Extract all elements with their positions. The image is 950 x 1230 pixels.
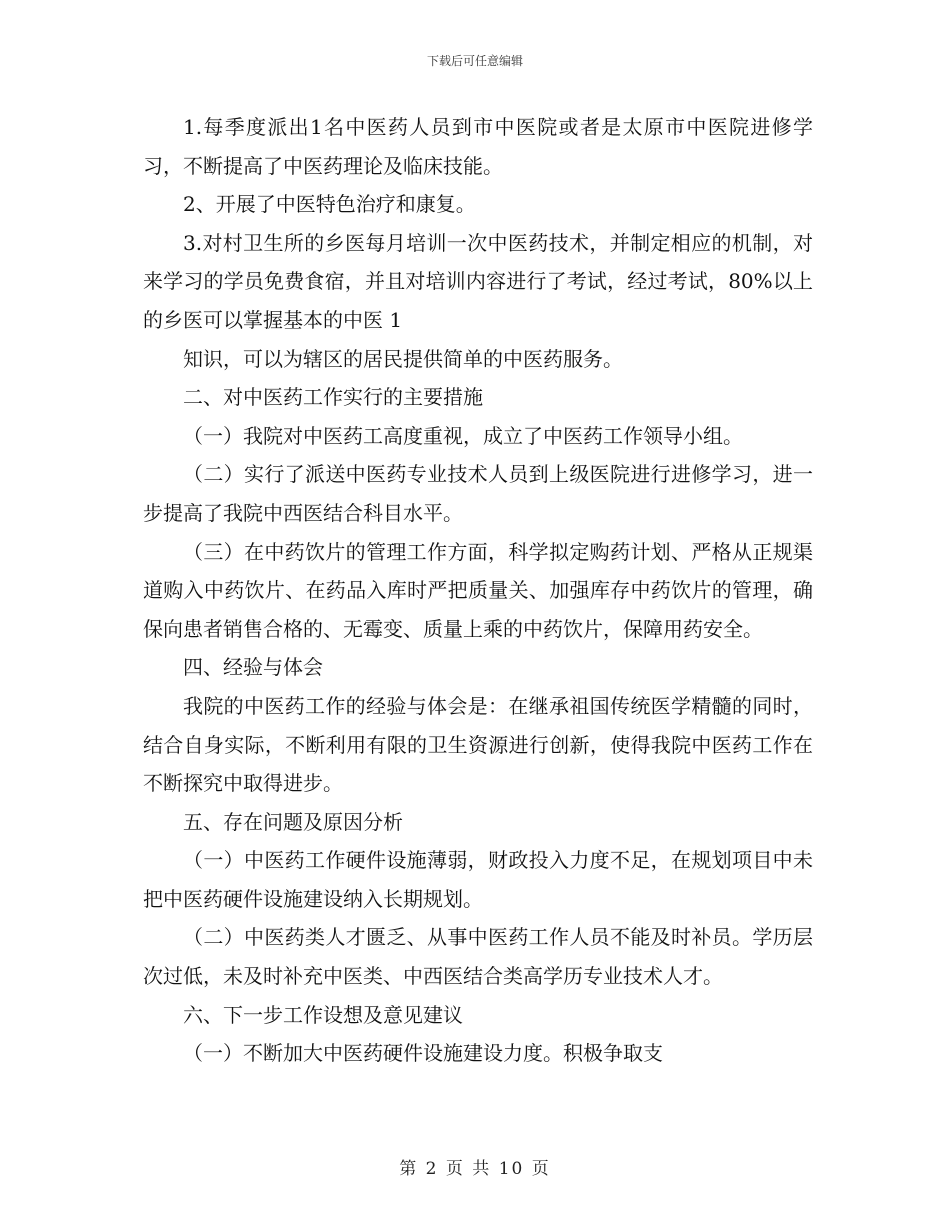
section-heading: 四、经验与体会	[183, 655, 323, 680]
paragraph: 1.每季度派出1名中医药人员到市中医院或者是太原市中医院进修学习，不断提高了中医药理论及临床技能。	[143, 115, 813, 178]
paragraph: 知识，可以为辖区的居民提供简单的中医药服务。	[183, 346, 623, 371]
paragraph: （二）实行了派送中医药专业技术人员到上级医院进行进修学习，进一步提高了我院中西医结合科目水平。	[143, 462, 813, 525]
paragraph: （一）不断加大中医药硬件设施建设力度。积极争取支	[183, 1041, 663, 1066]
section-heading: 五、存在问题及原因分析	[183, 809, 403, 834]
paragraph: 3.对村卫生所的乡医每月培训一次中医药技术，并制定相应的机制，对来学习的学员免费食宿，并且对培训内容进行了考试，经过考试，80%以上的乡医可以掌握基本的中医 1	[143, 230, 813, 332]
page-header-note: 下载后可任意编辑	[426, 54, 523, 68]
page-number-footer: 第 2 页 共 10 页	[399, 1159, 551, 1179]
paragraph: （一）中医药工作硬件设施薄弱，财政投入力度不足，在规划项目中未把中医药硬件设施建设纳入长期规划。	[143, 848, 813, 911]
paragraph: （三）在中药饮片的管理工作方面，科学拟定购药计划、严格从正规渠道购入中药饮片、在药品入库时严把质量关、加强库存中药饮片的管理，确保向患者销售合格的、无霉变、质量上乘的中药饮片，保障用药安全。	[143, 539, 813, 641]
document-body	[143, 108, 813, 1073]
section-heading: 二、对中医药工作实行的主要措施	[183, 385, 483, 410]
section-heading: 六、下一步工作设想及意见建议	[183, 1002, 463, 1027]
paragraph: （二）中医药类人才匮乏、从事中医药工作人员不能及时补员。学历层次过低，未及时补充中医类、中西医结合类高学历专业技术人才。	[143, 925, 813, 989]
paragraph: 2、开展了中医特色治疗和康复。	[183, 192, 476, 217]
paragraph: （一）我院对中医药工高度重视，成立了中医药工作领导小组。	[183, 423, 743, 448]
paragraph: 我院的中医药工作的经验与体会是：在继承祖国传统医学精髓的同时，结合自身实际，不断利用有限的卫生资源进行创新，使得我院中医药工作在不断探究中取得进步。	[143, 693, 813, 796]
